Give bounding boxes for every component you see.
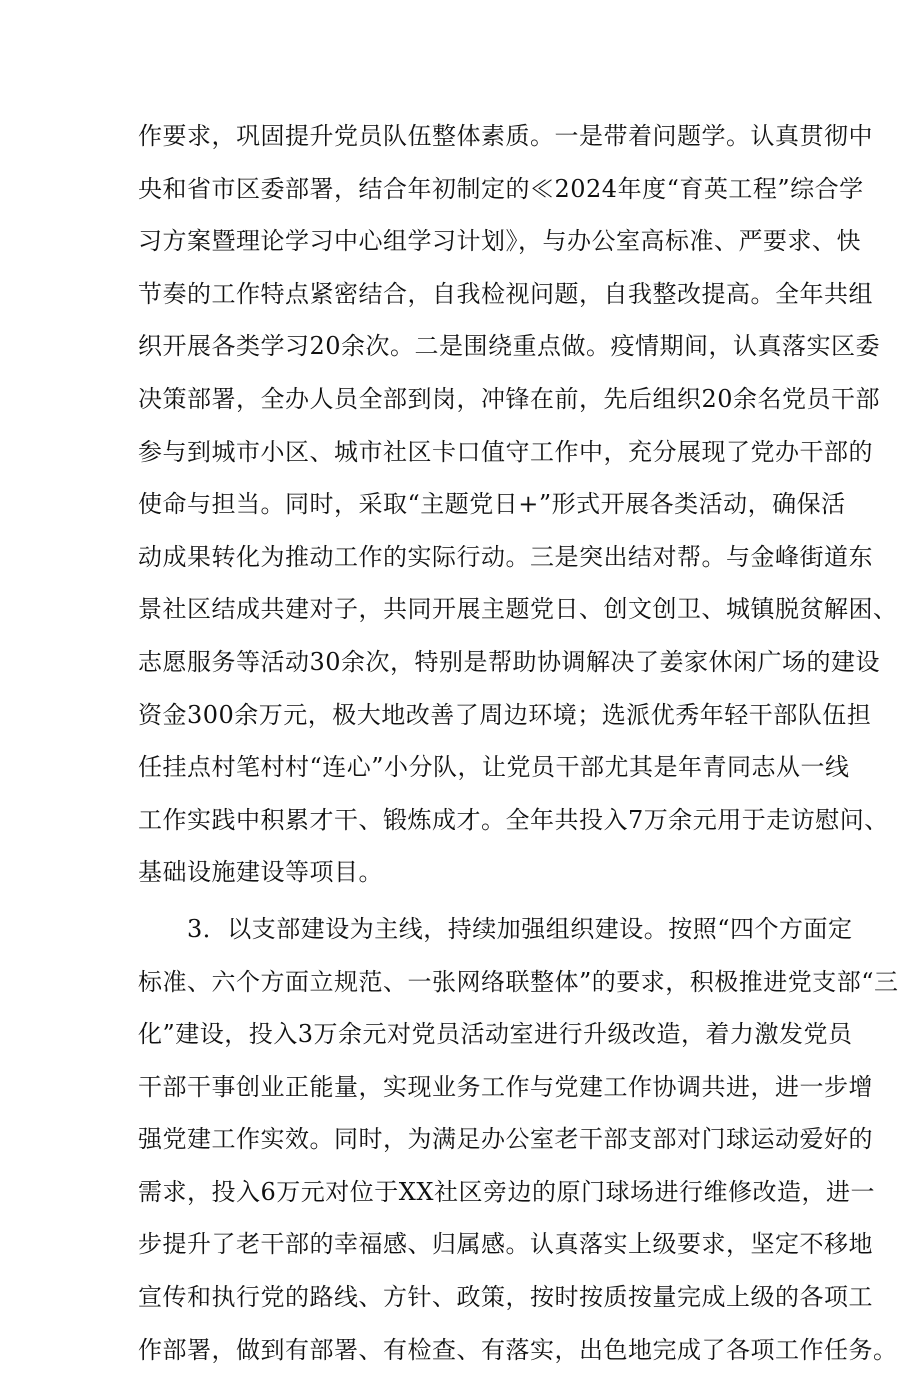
text-line: 央和省市区委部署，结合年初制定的≪2024年度“育英工程”综合学 <box>138 174 864 203</box>
text-line: 作部署，做到有部署、有检查、有落实，出色地完成了各项工作任务。 <box>138 1335 898 1364</box>
text-line: 动成果转化为推动工作的实际行动。三是突出结对帮。与金峰街道东 <box>138 542 873 571</box>
text-line: 资金300余万元，极大地改善了周边环境；选派优秀年轻干部队伍担 <box>138 700 872 729</box>
text-line: 标准、六个方面立规范、一张网络联整体”的要求，积极推进党支部“三 <box>138 967 899 996</box>
text-line: 志愿服务等活动30余次，特别是帮助协调解决了姜家休闲广场的建设 <box>138 647 881 676</box>
text-line: 需求，投入6万元对位于XX社区旁边的原门球场进行维修改造，进一 <box>138 1177 875 1206</box>
text-line-paragraph-start: 3．以支部建设为主线，持续加强组织建设。按照“四个方面定 <box>138 914 853 943</box>
text-line: 步提升了老干部的幸福感、归属感。认真落实上级要求，坚定不移地 <box>138 1230 873 1259</box>
text-line: 习方案暨理论学习中心组学习计划》，与办公室高标准、严要求、快 <box>138 227 861 256</box>
body-text <box>138 110 899 1376</box>
text-line: 干部干事创业正能量，实现业务工作与党建工作协调共进，进一步增 <box>138 1072 873 1101</box>
text-line: 使命与担当。同时，采取“主题党日+”形式开展各类活动，确保活 <box>138 490 846 519</box>
text-line: 任挂点村笔村村“连心”小分队，让党员干部尤其是年青同志从一线 <box>138 753 850 782</box>
text-line: 景社区结成共建对子，共同开展主题党日、创文创卫、城镇脱贫解困、 <box>138 595 898 624</box>
text-line-paragraph-end: 基础设施建设等项目。 <box>138 858 383 887</box>
text-line: 强党建工作实效。同时，为满足办公室老干部支部对门球运动爱好的 <box>138 1125 873 1154</box>
text-line: 宣传和执行党的路线、方针、政策，按时按质按量完成上级的各项工 <box>138 1283 873 1312</box>
text-line: 化”建设，投入3万余元对党员活动室进行升级改造，着力激发党员 <box>138 1020 853 1049</box>
text-line: 作要求，巩固提升党员队伍整体素质。一是带着问题学。认真贯彻中 <box>138 122 873 150</box>
text-line: 参与到城市小区、城市社区卡口值守工作中，充分展现了党办干部的 <box>138 437 873 466</box>
text-line: 织开展各类学习20余次。二是围绕重点做。疫情期间，认真落实区委 <box>138 332 881 361</box>
text-line: 节奏的工作特点紧密结合，自我检视问题，自我整改提高。全年共组 <box>138 279 873 308</box>
text-line: 工作实践中积累才干、锻炼成才。全年共投入7万余元用于走访慰问、 <box>138 805 889 834</box>
text-line: 决策部署，全办人员全部到岗，冲锋在前，先后组织20余名党员干部 <box>138 384 881 413</box>
